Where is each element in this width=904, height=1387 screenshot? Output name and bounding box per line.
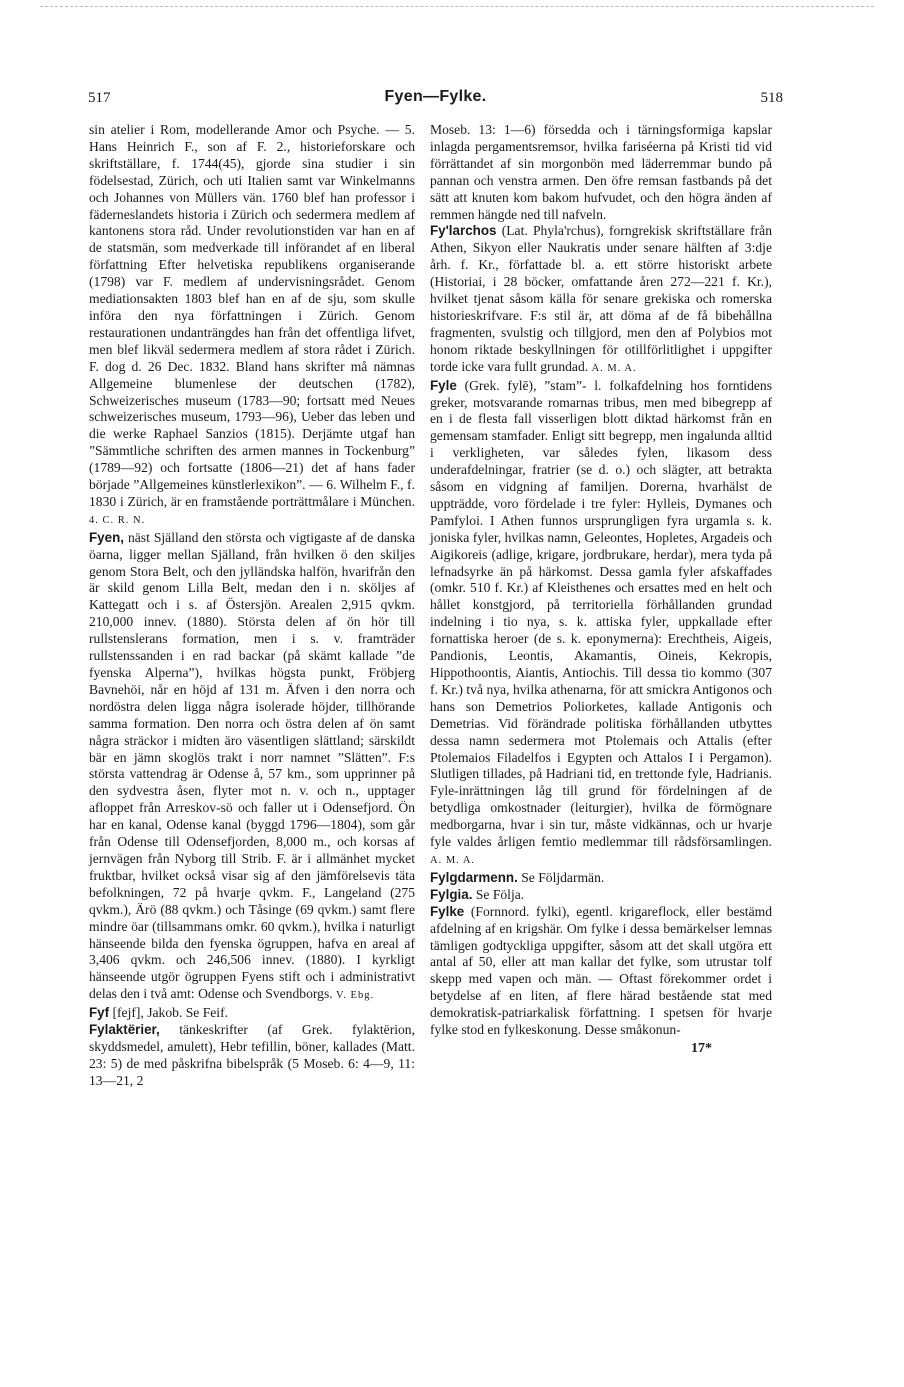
headword: Fylgdarmenn. [430, 869, 518, 885]
entry-fylke [430, 904, 772, 1039]
author-signature: V. Ebg. [336, 990, 375, 1002]
entry-fylgdarmenn [430, 870, 772, 887]
entry-text: (Lat. Phyla'rchus), forngrekisk skriftställare från Athen, Sikyon eller Naukratis under senare hälften af 3:dje årh. f. Kr., författade bl. a. ett större historiskt arbete (Historiai, i 28 böcker, omfattande åren 272—221 f. Kr.), hvilket tjenat såsom källa för senare grekiska och romerska historieskrifvare. F:s stil är, att döma af de få bibehållna fragmenten, svulstig och tillgjord, men den af Polybios mot honom riktade beskyllningen för otillförlitlighet i uppgifter torde icke vara fullt grundad. [430, 223, 772, 374]
entry-fylakterier [89, 1022, 415, 1090]
headword: Fylgia. [430, 886, 473, 902]
entry-text: Se Följa. [475, 886, 525, 902]
entry-fussli-continued [89, 122, 415, 530]
right-column [430, 122, 772, 1058]
entry-text: näst Själland den största och vigtigaste af de danska öarna, ligger mellan Själland, från hvilken ö den skiljes genom Stora Belt, och den jylländska halfön, hvarifrån den är skild genom Lilla Belt, medan den i n. sköljes af Kattegatt och i s. af Östersjön. Arealen 2,915 qvkm. 210,000 innev. (1880). Största delen af ön hör till rullstenslerans formation, men i s. v. framträder rullstenssanden i en rad backar (på skämt kallade ”de fyenska Alperna”), hvilkas högsta punkt, Fröbjerg Bavnehöi, når en höjd af 131 m. Äfven i den norra och nordöstra delen ligga några isolerade höjder, tillhörande samma formation. Den norra och östra delen af ön samt några sträckor i midten äro väsentligen slättland; särskildt bär en jämn skoglös trakt i norr namnet ”Slätten”. F:s största vattendrag är Odense å, 57 km., som upprinner på den sydvestra åsen, flyter mot n. v. och n., upptager afloppet från Arreskov-sö och faller ut i Odensefjord. Ön har en kanal, Odense kanal (byggd 1796—1804), som går från Odense till Odensefjorden, 8,000 m., och korsas af jernvägen från Nyborg till Strib. F. är i allmänhet mycket fruktbar, hvilket också visar sig af den jämförelsevis täta befolkningen, 72 på hvarje qvkm. F., Langeland (275 qvkm.), Ärö (88 qvkm.) och Tåsinge (69 qvkm.) samt flere mindre öar (tillsammans omkr. 60 qvkm.), hvilka i naturligt hänseende bilda den fyenska ögruppen, hafva en areal af 3,406 qvkm. och 246,506 innev. (1880). I kyrkligt hänseende utgör ögruppen Fyens stift och i administrativt delas den i två amt: Odense och Svendborgs. [89, 529, 415, 1002]
author-signature: A. M. A. [591, 362, 637, 374]
running-title: Fyen—Fylke. [384, 88, 487, 105]
entry-fyf [89, 1005, 415, 1022]
entry-fylarchos [430, 223, 772, 377]
top-rule [40, 6, 874, 7]
page-header [88, 90, 783, 110]
entry-text: [fejf], Jakob. Se Feif. [112, 1005, 229, 1021]
entry-text: (Fornnord. fylki), egentl. krigareflock, eller bestämd afdelning af en krigshär. Om fylke i dessa bemärkelser lemnas tämligen godtyckliga uppgifter, såsom att det skall utgöra ett antal af 50, eller att man kallar det fylke, som utrustar tolf skepp med vapen och män. — Oftast förekommer ordet i betydelse af en liten, af flere härad bestående stat med demokratisk-patriarkalisk författning. I spetsen för hvarje fylke stod en fylkeskonung. Desse småkonun- [430, 903, 772, 1038]
headword: Fyen, [89, 529, 124, 545]
page-number-left: 517 [88, 90, 111, 106]
entry-fylgia [430, 887, 772, 904]
entry-fylakterier-continued [430, 122, 772, 223]
entry-fyle [430, 378, 772, 870]
headword: Fyf [89, 1005, 110, 1021]
headword: Fy'larchos [430, 223, 497, 239]
entry-text: sin atelier i Rom, modellerande Amor och Psyche. — 5. Hans Heinrich F., son af F. 2., historieforskare och skriftställare, f. 1744(45), gjorde sina studier i sin födelsestad, Zürich, och uti Italien samt var Winkelmanns och Johannes von Müllers vän. 1760 blef han professor i fäderneslandets historia i Zürich och sedermera medlem af kantonens stora råd. Under revolutionstiden var han en af de statsmän, som medverkade till införandet af en liberal författning Efter helvetiska republikens organiserande (1798) var F. medlem af undervisningsrådet. Genom mediationsakten 1803 blef han en af de sju, som skulle införa den nya författningen i Zürich. Genom restaurationen undanträngdes han från det offentliga lifvet, men blef likväl sedermera medlem af stora rådet i Zürich. F. dog d. 26 Dec. 1832. Bland hans skrifter må nämnas Allgemeine blumenlese der deutschen (1782), Schweizerisches museum (1783—90; fortsatt med Neues schweizerisches museum, 1793—96), Ueber das leben und die werke Raphael Sanzios (1815). Derjämte utgaf han ”Sämmtliche schriften des armen mannes in Tockenburg” (1789—92) och fortsatte (1806—21) det af hans fader började ”Allgemeines künstlerlexikon”. — 6. Wilhelm F., f. 1830 i Zürich, är en framstående porträttmålare i München. [89, 122, 415, 509]
headword: Fyle [430, 377, 457, 393]
page-number-right: 518 [760, 90, 783, 106]
sheet-signature: 17* [691, 1040, 712, 1056]
entry-fyen [89, 530, 415, 1005]
entry-text: Moseb. 13: 1—6) försedda och i tärningsformiga kapslar inlagda pergamentsremsor, hvilka fariséerna på Kristi tid vid förrättandet af sin morgonbön med läderremmar bundo på pannan och venstra armen. Den öfre remsan fastbands på det sätt att knuten kom bakom hufvudet, och den högra änden af remmen hängde ned till nafveln. [430, 122, 772, 222]
headword: Fylke [430, 903, 465, 919]
entry-text: tänkeskrifter (af Grek. fylaktërion, skyddsmedel, amulett), Hebr tefillin, böner, kallades (Matt. 23: 5) de med påskrifna bibelspråk (5 Moseb. 6: 4—9, 11: 13—21, 2 [89, 1022, 415, 1088]
left-column [89, 122, 415, 1090]
author-signature: A. M. A. [430, 854, 476, 866]
entry-text: (Grek. fylē), ”stam”- l. folkafdelning hos forntidens greker, motsvarande romarnas tribus, men med bibegrepp af en i de flesta fall visserligen blott diktad härkomst från en gemensam stamfader. Enligt sitt begrepp, men ingalunda alltid i verkligheten, var således fylen, likasom dess underafdelningar, fratrier (se d. o.) och slägter, att betrakta såsom en vidgning af familjen. Dorerna, hvarhälst de uppträdde, voro fördelade i tre fyler: Hylleis, Dymanes och Pamfyloi. I Athen funnos ursprungligen fyra urgamla s. k. joniska fyler, hvilkas namn, Geleontes, Hopletes, Argadeis och Aigikoreis (adlige, krigare, jordbrukare, herdar), mera tyda på lefnadsyrke än på härkomst. Dessa gamla fyler afskaffades (omkr. 510 f. Kr.) af Kleisthenes och ersattes med en helt och hållet konstgjord, på territoriella förhållanden grundad indelning i tio nya, s. k. attiska fyler, uppkallade efter fornattiska heroer (de s. k. eponymerna): Erechtheis, Aigeis, Pandionis, Leontis, Akamantis, Oineis, Kekropis, Hippothoontis, Aiantis, Antiochis. Till dessa tio kommo (307 f. Kr.) två nya, hvilka athenarna, för att smickra Antigonos och hans son Demetrios Poliorketes, kallade Antigonis och Demetrias. Vid förändrade politiska förhållanden utbyttes dessa namn sedermera mot Ptolemais och Attalis (efter Ptolemaios Filadelfos i Egypten och Attalos I i Pergamon). Slutligen tillades, på Hadriani tid, en trettonde fyle, Hadrianis. Fyle-inrättningen låg till grund för fördelningen af de betydliga omkostnader (leiturgier), hvilka de förmögnare medborgarna, hvar i sin tur, måste vidkännas, och ur hvarje fyle valdes årligen femtio medlemmar till rådsförsamlingen. [430, 377, 772, 850]
entry-text: Se Följdarmän. [521, 869, 605, 885]
headword: Fylaktërier, [89, 1022, 160, 1038]
author-signature: 4. C. R. N. [89, 514, 146, 526]
